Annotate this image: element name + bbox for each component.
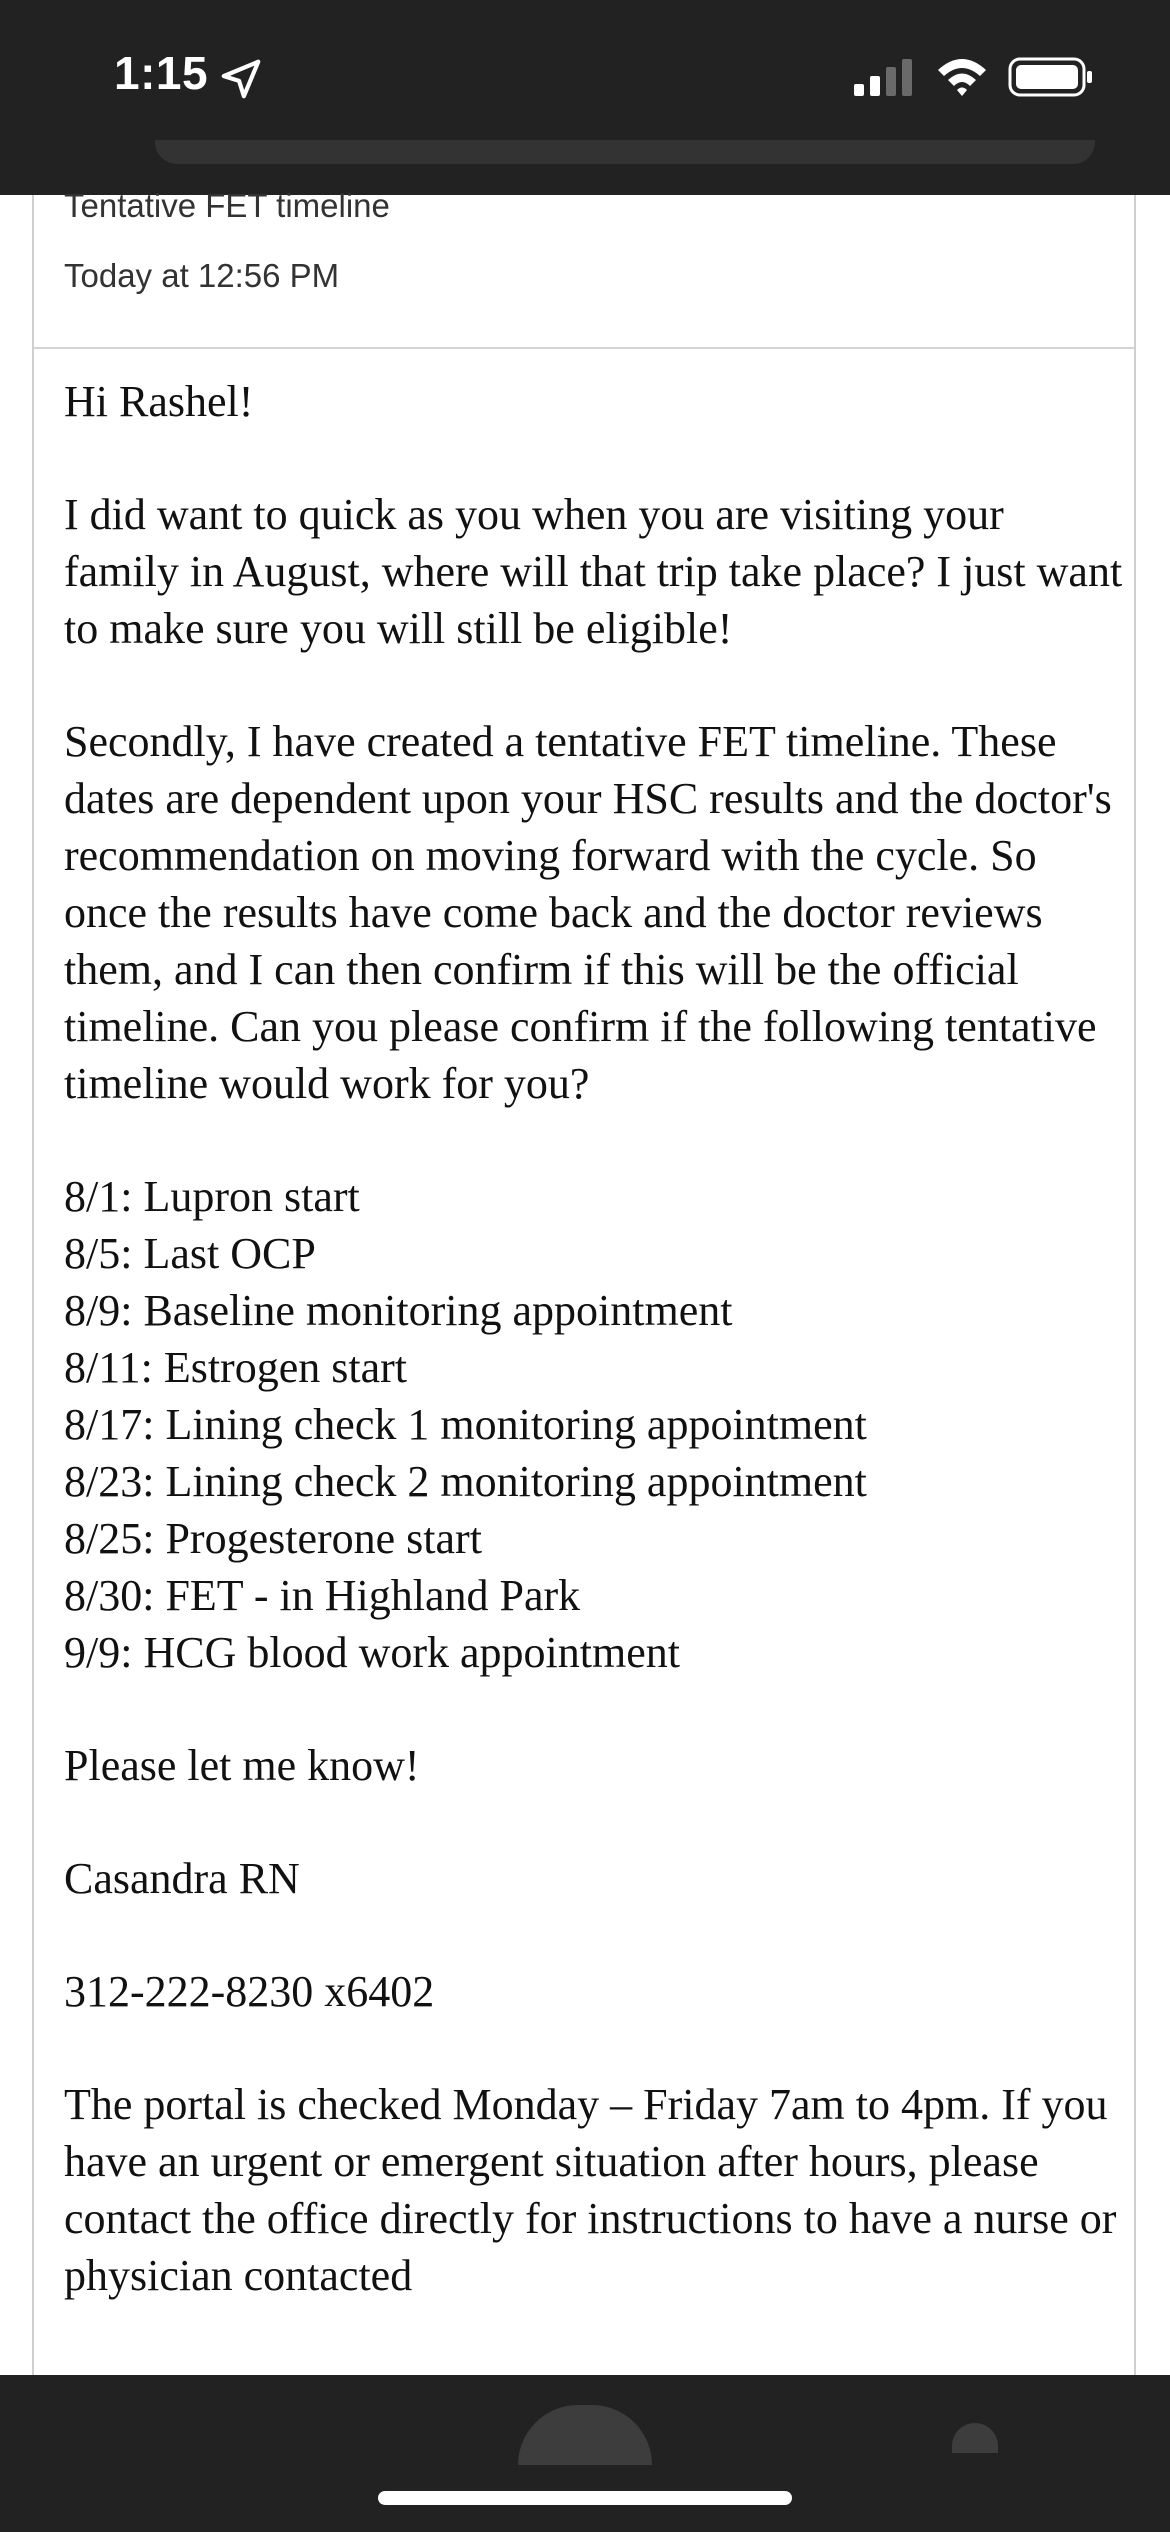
greeting: Hi Rashel! [64,377,254,426]
battery-icon [1008,56,1094,98]
timeline-item: 8/11: Estrogen start [64,1343,407,1392]
signature: Casandra RN [64,1854,300,1903]
timeline-item: 8/5: Last OCP [64,1229,316,1278]
timeline-item: 8/1: Lupron start [64,1172,360,1221]
tab-button[interactable] [518,2405,652,2465]
timeline-item: 8/25: Progesterone start [64,1514,482,1563]
portal-notice: The portal is checked Monday – Friday 7am to 4pm. If you have an urgent or emergent situation after hours, please contact the office directly for instructions to have a nurse or physician contacted [64,2080,1117,2300]
timeline-item: 9/9: HCG blood work appointment [64,1628,680,1677]
message-date: Today at 12:56 PM [64,257,340,294]
status-bar [0,0,1170,195]
paragraph-trip: I did want to quick as you when you are visiting your family in August, where will that trip take place? I just want to make sure you will still be eligible! [64,490,1123,653]
message-subject: Tentative FET timeline [64,187,390,224]
timeline-item: 8/30: FET - in Highland Park [64,1571,581,1620]
bottom-toolbar [0,2375,1170,2532]
closing: Please let me know! [64,1741,420,1790]
toolbar-button[interactable] [952,2423,998,2453]
status-time: 1:15 [114,47,209,99]
message-header [34,187,1134,349]
message-card [32,187,1136,2375]
timeline-item: 8/9: Baseline monitoring appointment [64,1286,733,1335]
location-arrow-icon [218,56,264,102]
timeline-list [64,1168,1124,1681]
home-indicator[interactable] [378,2491,792,2505]
browser-address-bar[interactable] [155,140,1095,164]
timeline-item: 8/17: Lining check 1 monitoring appointment [64,1400,867,1449]
timeline-item: 8/23: Lining check 2 monitoring appointment [64,1457,867,1506]
phone-number: 312-222-8230 x6402 [64,1967,435,2016]
paragraph-timeline-intro: Secondly, I have created a tentative FET timeline. These dates are dependent upon your HSC results and the doctor's recommendation on moving forward with the cycle. So once the results have come back and the doctor reviews them, and I can then confirm if this will be the official timeline. Can you please confirm if the following tentative timeline would work for you? [64,717,1112,1108]
signal-icon [852,58,914,98]
wifi-icon [935,54,989,100]
message-body [64,373,1124,2360]
